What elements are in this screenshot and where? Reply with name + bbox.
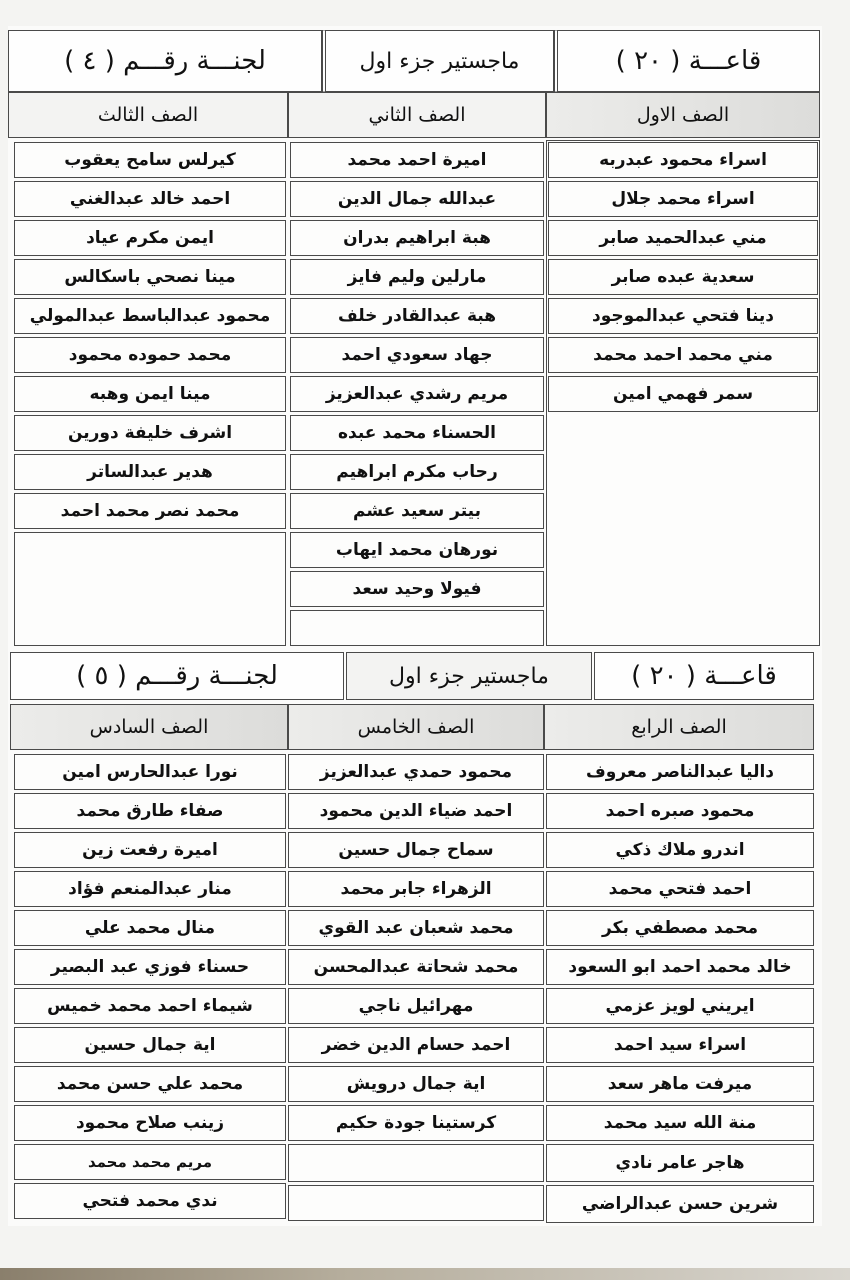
name-cell: هبة ابراهيم بدران	[290, 220, 544, 256]
name-cell: جهاد سعودي احمد	[290, 337, 544, 373]
name-cell: احمد فتحي محمد	[546, 871, 814, 907]
name-cell: ايريني لويز عزمي	[546, 988, 814, 1024]
column-header-row-5: الصف الخامس	[288, 704, 544, 750]
column-header-row-4: الصف الرابع	[544, 704, 814, 750]
name-cell: نورهان محمد ايهاب	[290, 532, 544, 568]
name-cell: الحسناء محمد عبده	[290, 415, 544, 451]
name-cell: محمد نصر محمد احمد	[14, 493, 286, 529]
name-cell: حسناء فوزي عبد البصير	[14, 949, 286, 985]
name-cell: مريم محمد محمد	[14, 1144, 286, 1180]
name-cell: منار عبدالمنعم فؤاد	[14, 871, 286, 907]
name-cell: شيماء احمد محمد خميس	[14, 988, 286, 1024]
name-cell: منة الله سيد محمد	[546, 1105, 814, 1141]
name-cell: اندرو ملاك ذكي	[546, 832, 814, 868]
column-header-row-3: الصف الثالث	[8, 92, 288, 138]
name-cell: دينا فتحي عبدالموجود	[548, 298, 818, 334]
name-cell: رحاب مكرم ابراهيم	[290, 454, 544, 490]
name-cell: بيتر سعيد عشم	[290, 493, 544, 529]
name-cell: اسراء سيد احمد	[546, 1027, 814, 1063]
name-cell: محمد شحاتة عبدالمحسن	[288, 949, 544, 985]
name-cell-empty	[288, 1144, 544, 1182]
committee-label: لجنـــة رقـــم ( ٥ )	[10, 652, 344, 700]
name-cell: زينب صلاح محمود	[14, 1105, 286, 1141]
name-cell: محمود عبدالباسط عبدالمولي	[14, 298, 286, 334]
name-cell: سمر فهمي امين	[548, 376, 818, 412]
name-cell: مينا ايمن وهبه	[14, 376, 286, 412]
name-cell: محمد علي حسن محمد	[14, 1066, 286, 1102]
name-cell: احمد ضياء الدين محمود	[288, 793, 544, 829]
name-cell: محمود صبره احمد	[546, 793, 814, 829]
name-cell: سعدية عبده صابر	[548, 259, 818, 295]
name-cell: ايمن مكرم عياد	[14, 220, 286, 256]
name-cell: شرين حسن عبدالراضي	[546, 1185, 814, 1223]
name-cell: مارلين وليم فايز	[290, 259, 544, 295]
page-edge-shadow	[0, 1268, 850, 1280]
name-cell: خالد محمد احمد ابو السعود	[546, 949, 814, 985]
name-cell: كيرلس سامح يعقوب	[14, 142, 286, 178]
name-cell: فيولا وحيد سعد	[290, 571, 544, 607]
empty-cell-block	[14, 532, 286, 646]
name-cell: سماح جمال حسين	[288, 832, 544, 868]
name-cell: ميرفت ماهر سعد	[546, 1066, 814, 1102]
name-cell: اسراء محمود عبدربه	[548, 142, 818, 178]
name-cell-empty	[290, 610, 544, 646]
name-cell: محمد مصطفي بكر	[546, 910, 814, 946]
name-cell: مهرائيل ناجي	[288, 988, 544, 1024]
name-cell: محمود حمدي عبدالعزيز	[288, 754, 544, 790]
name-cell: هاجر عامر نادي	[546, 1144, 814, 1182]
name-cell: مريم رشدي عبدالعزيز	[290, 376, 544, 412]
committee-label: لجنـــة رقـــم ( ٤ )	[8, 30, 322, 92]
name-cell: الزهراء جابر محمد	[288, 871, 544, 907]
name-cell: اية جمال حسين	[14, 1027, 286, 1063]
name-cell: احمد حسام الدين خضر	[288, 1027, 544, 1063]
course-label: ماجستير جزء اول	[346, 652, 592, 700]
name-cell: هبة عبدالقادر خلف	[290, 298, 544, 334]
name-cell: اشرف خليفة دورين	[14, 415, 286, 451]
name-cell: مني عبدالحميد صابر	[548, 220, 818, 256]
hall-label: قاعـــة ( ٢٠ )	[594, 652, 814, 700]
name-cell: مينا نصحي باسكالس	[14, 259, 286, 295]
name-cell: نورا عبدالحارس امين	[14, 754, 286, 790]
name-cell: كرستينا جودة حكيم	[288, 1105, 544, 1141]
name-cell: هدير عبدالساتر	[14, 454, 286, 490]
name-cell: محمد حموده محمود	[14, 337, 286, 373]
column-header-row-2: الصف الثاني	[288, 92, 546, 138]
name-cell: احمد خالد عبدالغني	[14, 181, 286, 217]
name-cell: اميرة رفعت زين	[14, 832, 286, 868]
name-cell: عبدالله جمال الدين	[290, 181, 544, 217]
name-cell-empty	[288, 1185, 544, 1221]
name-cell: ندي محمد فتحي	[14, 1183, 286, 1219]
name-cell: اية جمال درويش	[288, 1066, 544, 1102]
name-cell: صفاء طارق محمد	[14, 793, 286, 829]
name-cell: اسراء محمد جلال	[548, 181, 818, 217]
name-cell: داليا عبدالناصر معروف	[546, 754, 814, 790]
name-cell: منال محمد علي	[14, 910, 286, 946]
hall-label: قاعـــة ( ٢٠ )	[554, 30, 820, 92]
name-cell: مني محمد احمد محمد	[548, 337, 818, 373]
course-label: ماجستير جزء اول	[322, 30, 554, 92]
name-cell: محمد شعبان عبد القوي	[288, 910, 544, 946]
column-header-row-6: الصف السادس	[10, 704, 288, 750]
name-cell: اميرة احمد محمد	[290, 142, 544, 178]
column-header-row-1: الصف الاول	[546, 92, 820, 138]
